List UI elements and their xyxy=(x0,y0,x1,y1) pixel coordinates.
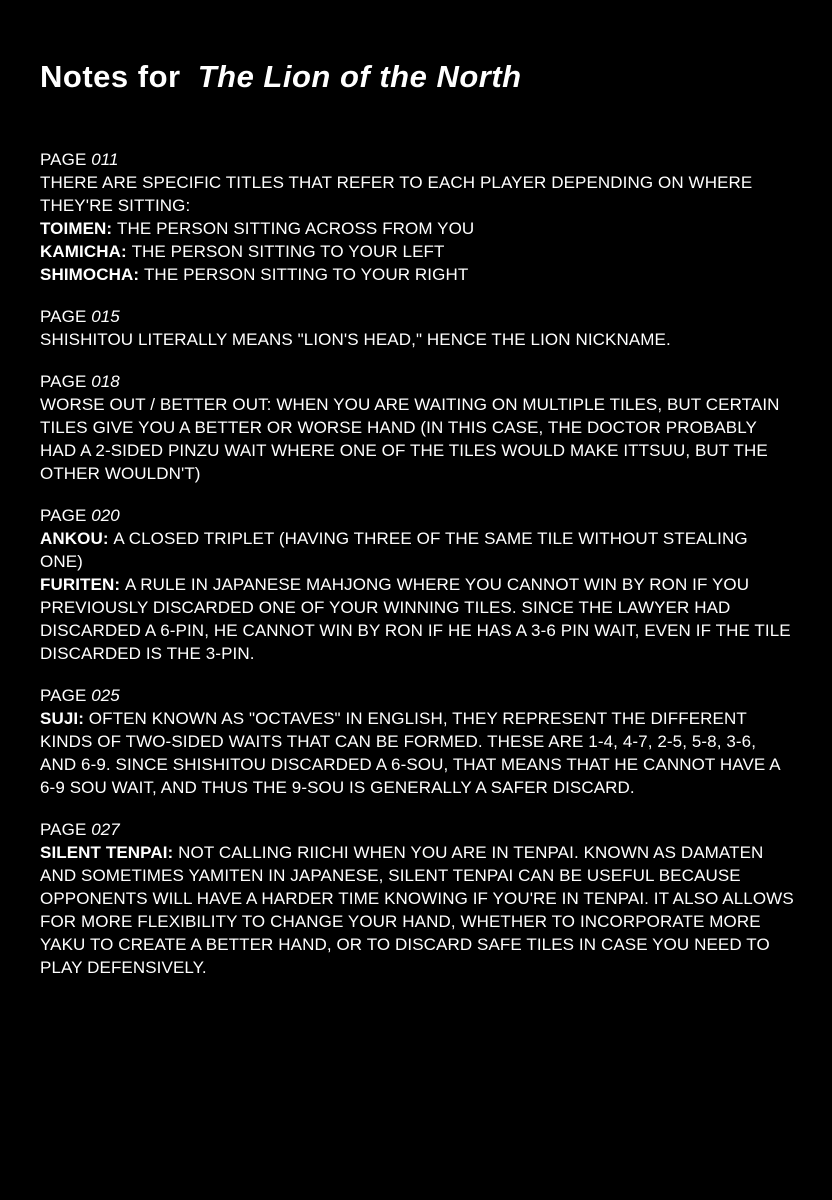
note-text: WORSE OUT / BETTER OUT: WHEN YOU ARE WAITING ON MULTIPLE TILES, BUT CERTAIN TILES GIVE YOU A BETTER OR WORSE HAND (IN THIS CASE, THE DOCTOR PROBABLY HAD A 2-SIDED PINZU WAIT WHERE ONE OF THE TILES WOULD MAKE ITTSUU, BUT THE OTHER WOULDN'T) xyxy=(40,395,780,483)
note-line xyxy=(40,240,794,263)
note-term: KAMICHA: xyxy=(40,242,132,261)
note-line xyxy=(40,393,794,485)
page-title-work-name: The Lion of the North xyxy=(197,59,522,94)
note-term: SHIMOCHA: xyxy=(40,265,144,284)
note-text: A RULE IN JAPANESE MAHJONG WHERE YOU CANNOT WIN BY RON IF YOU PREVIOUSLY DISCARDED ONE OF YOUR WINNING TILES. SINCE THE LAWYER HAD DISCARDED A 6-PIN, HE CANNOT WIN BY RON IF HE HAS A 3-6 PIN WAIT, EVEN IF THE TILE DISCARDED IS THE 3-PIN. xyxy=(40,575,791,663)
note-line xyxy=(40,217,794,240)
page-heading-label: PAGE xyxy=(40,686,92,705)
page-heading-label: PAGE xyxy=(40,307,92,326)
page-heading xyxy=(40,684,794,707)
page-heading-label: PAGE xyxy=(40,820,92,839)
page-heading-number: 020 xyxy=(91,506,120,525)
page-heading-number: 018 xyxy=(91,372,120,391)
page-heading-number: 025 xyxy=(91,686,120,705)
note-text: THE PERSON SITTING TO YOUR RIGHT xyxy=(143,265,469,284)
note-text: THE PERSON SITTING TO YOUR LEFT xyxy=(131,242,445,261)
page-heading xyxy=(40,370,794,393)
page-heading-label: PAGE xyxy=(40,372,92,391)
note-line xyxy=(40,328,794,351)
note-term: ANKOU: xyxy=(40,529,114,548)
note-text: OFTEN KNOWN AS "OCTAVES" IN ENGLISH, THEY REPRESENT THE DIFFERENT KINDS OF TWO-SIDED WAITS THAT CAN BE FORMED. THESE ARE 1-4, 4-7, 2-5, 5-8, 3-6, AND 6-9. SINCE SHISHITOU DISCARDED A 6-SOU, THAT MEANS THAT HE CANNOT HAVE A 6-9 SOU WAIT, AND THUS THE 9-SOU IS GENERALLY A SAFER DISCARD. xyxy=(40,709,780,797)
page-heading xyxy=(40,818,794,841)
note-section-page-027 xyxy=(40,818,794,979)
note-line xyxy=(40,707,794,799)
note-term: TOIMEN: xyxy=(40,219,117,238)
notes-body xyxy=(40,148,794,979)
note-text: NOT CALLING RIICHI WHEN YOU ARE IN TENPAI. KNOWN AS DAMATEN AND SOMETIMES YAMITEN IN JAPANESE, SILENT TENPAI CAN BE USEFUL BECAUSE OPPONENTS WILL HAVE A HARDER TIME KNOWING IF YOU'RE IN TENPAI. IT ALSO ALLOWS FOR MORE FLEXIBILITY TO CHANGE YOUR HAND, WHETHER TO INCORPORATE MORE YAKU TO CREATE A BETTER HAND, OR TO DISCARD SAFE TILES IN CASE YOU NEED TO PLAY DEFENSIVELY. xyxy=(40,843,794,977)
note-line xyxy=(40,573,794,665)
page-heading-number: 027 xyxy=(91,820,120,839)
page-heading xyxy=(40,305,794,328)
note-section-page-018 xyxy=(40,370,794,485)
note-text: THE PERSON SITTING ACROSS FROM YOU xyxy=(117,219,475,238)
note-term: FURITEN: xyxy=(40,575,125,594)
note-text: A CLOSED TRIPLET (HAVING THREE OF THE SAME TILE WITHOUT STEALING ONE) xyxy=(40,529,748,571)
note-text: SHISHITOU LITERALLY MEANS "LION'S HEAD," HENCE THE LION NICKNAME. xyxy=(40,330,671,349)
page-heading-label: PAGE xyxy=(40,506,92,525)
page-heading xyxy=(40,148,794,171)
note-section-page-025 xyxy=(40,684,794,799)
page-heading-number: 011 xyxy=(91,150,119,169)
note-line xyxy=(40,841,794,979)
page-heading-label: PAGE xyxy=(40,150,92,169)
page-heading-number: 015 xyxy=(91,307,120,326)
page-title-prefix: Notes for xyxy=(40,59,181,94)
note-section-page-011 xyxy=(40,148,794,286)
note-line xyxy=(40,171,794,217)
note-term: SILENT TENPAI: xyxy=(40,843,179,862)
note-section-page-015 xyxy=(40,305,794,351)
note-text: THERE ARE SPECIFIC TITLES THAT REFER TO EACH PLAYER DEPENDING ON WHERE THEY'RE SITTING: xyxy=(40,173,753,215)
note-line xyxy=(40,263,794,286)
note-section-page-020 xyxy=(40,504,794,665)
page-heading xyxy=(40,504,794,527)
note-term: SUJI: xyxy=(40,709,89,728)
page-title xyxy=(0,0,832,96)
note-line xyxy=(40,527,794,573)
